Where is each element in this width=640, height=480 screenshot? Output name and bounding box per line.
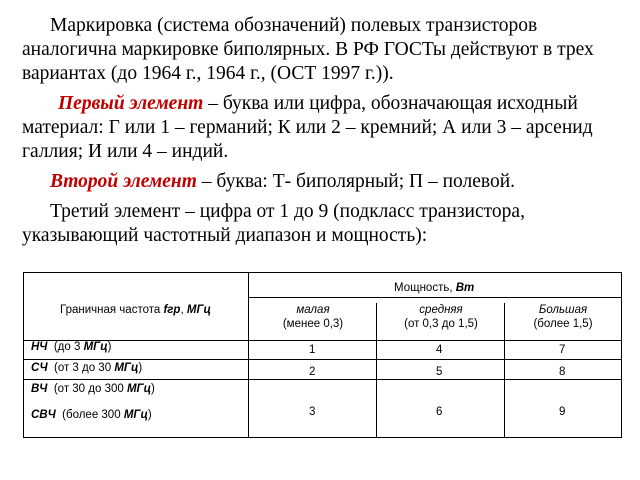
column-header-range: (от 0,3 до 1,5): [404, 318, 478, 330]
row-label-medium-frequency: [31, 362, 142, 374]
row-label-high-frequency: [31, 383, 155, 395]
transistor-subclass-table: [23, 272, 622, 438]
table-cell-value: 4: [436, 344, 443, 356]
row-unit: МГц: [126, 383, 152, 395]
paragraph-intro: [22, 14, 618, 86]
row-code: СЧ: [31, 362, 48, 374]
paragraph-second-element: [22, 170, 618, 194]
row-unit: МГц: [83, 341, 108, 353]
column-header-name: средняя: [419, 304, 463, 316]
row-range: (от 30 до 300: [53, 383, 124, 395]
paragraph-intro-text: Маркировка (система обозначений) полевых транзисторов аналогична маркировке биполярных. В РФ ГОСТы действуют в трех вариантах (до 1964 г., 1964 г., (ОСТ 1997 г.)).: [22, 15, 594, 84]
table-cell-value: 9: [559, 406, 566, 418]
table-cell-value: 3: [309, 406, 316, 418]
column-header-range: (менее 0,3): [282, 318, 344, 330]
main-text: [22, 14, 618, 254]
column-header-name: малая: [296, 304, 330, 316]
table-cell-value: 2: [309, 366, 316, 378]
row-range-close: ): [107, 341, 112, 353]
frequency-symbol: fгр: [163, 304, 181, 316]
third-element-description: Третий элемент – цифра от 1 до 9 (подкласс транзистора, указывающий частотный диапазон и мощность):: [22, 201, 525, 246]
first-element-description: – буква или цифра, обозначающая исходный материал: Г или 1 – германий; К или 2 – кремний; А или 3 – арсенид галлия; И или 4 – индий.: [22, 93, 593, 162]
frequency-header-label: Граничная частота: [60, 304, 161, 316]
row-range: (до 3: [53, 341, 81, 353]
row-range-close: ): [138, 362, 143, 374]
paragraph-first-element: [22, 92, 618, 164]
frequency-header-separator: ,: [180, 304, 184, 316]
frequency-unit: МГц: [186, 304, 211, 316]
row-label-microwave: [31, 409, 152, 421]
second-element-description: – буква: Т- биполярный; П – полевой.: [196, 171, 516, 192]
table-cell-value: 5: [436, 366, 443, 378]
table-cell-value: 1: [309, 344, 316, 356]
column-header-range: (более 1,5): [533, 318, 593, 330]
column-header-name: Большая: [538, 304, 588, 316]
row-range-close: ): [147, 409, 152, 421]
table-divider: [24, 340, 621, 341]
row-unit: МГц: [123, 409, 148, 421]
column-header-medium-power: [377, 303, 505, 331]
column-header-low-power: [249, 303, 377, 331]
power-unit: Вт: [455, 282, 475, 294]
row-range-close: ): [151, 383, 155, 395]
table-cell-value: 8: [559, 366, 566, 378]
table-cell-value: 6: [436, 406, 443, 418]
frequency-header: [60, 304, 211, 316]
row-range: (более 300: [62, 409, 121, 421]
power-header-label: Мощность,: [394, 282, 453, 294]
row-code: НЧ: [31, 341, 48, 353]
table-divider: [24, 379, 621, 380]
table-divider: [24, 359, 621, 360]
second-element-term: Второй элемент: [50, 171, 197, 192]
column-header-high-power: [505, 303, 621, 331]
first-element-term: Первый элемент: [58, 93, 204, 114]
row-unit: МГц: [114, 362, 139, 374]
row-label-low-frequency: [31, 341, 112, 353]
paragraph-third-element: [22, 200, 618, 248]
table-divider: [248, 297, 621, 298]
power-header: [394, 282, 474, 294]
row-range: (от 3 до 30: [53, 362, 112, 374]
table-cell-value: 7: [559, 344, 566, 356]
row-code: СВЧ: [31, 409, 56, 421]
row-code: ВЧ: [31, 383, 48, 395]
